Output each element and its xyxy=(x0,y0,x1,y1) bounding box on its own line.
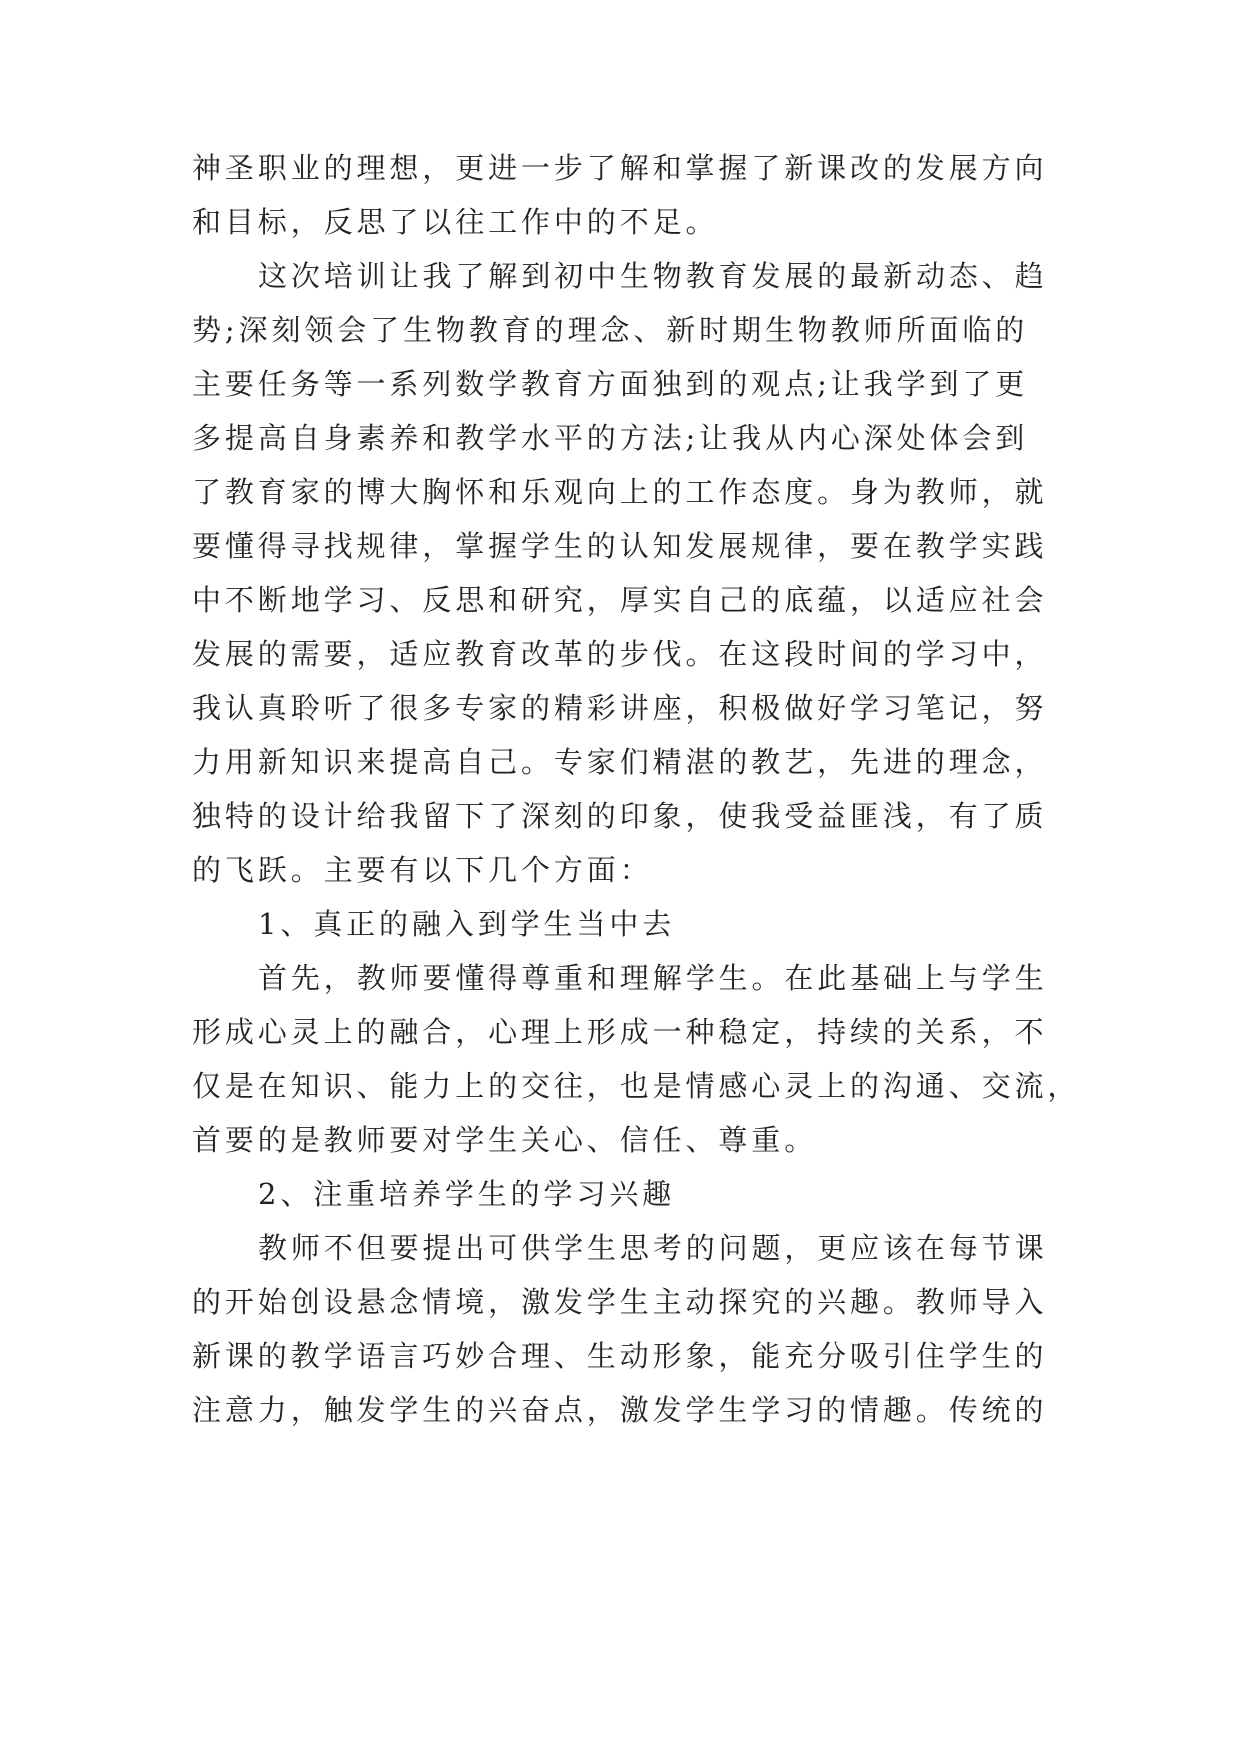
text-line: 和目标，反思了以往工作中的不足。 xyxy=(192,205,719,239)
text-line: 力用新知识来提高自己。专家们精湛的教艺，先进的理念， xyxy=(192,745,1048,779)
text-line: 仅是在知识、能力上的交往，也是情感心灵上的沟通、交流， xyxy=(192,1069,1081,1103)
text-line: 首要的是教师要对学生关心、信任、尊重。 xyxy=(192,1123,818,1157)
paragraph-start-line: 这次培训让我了解到初中生物教育发展的最新动态、趋 xyxy=(258,259,1048,293)
text-line: 要懂得寻找规律，掌握学生的认知发展规律，要在教学实践 xyxy=(192,529,1048,563)
section-heading: 1、真正的融入到学生当中去 xyxy=(258,907,676,941)
paragraph-start-line: 教师不但要提出可供学生思考的问题，更应该在每节课 xyxy=(258,1231,1048,1265)
text-line: 独特的设计给我留下了深刻的印象，使我受益匪浅，有了质 xyxy=(192,799,1048,833)
text-line: 的飞跃。主要有以下几个方面： xyxy=(192,853,653,887)
text-line: 神圣职业的理想，更进一步了解和掌握了新课改的发展方向 xyxy=(192,151,1048,185)
text-line: 中不断地学习、反思和研究，厚实自己的底蕴，以适应社会 xyxy=(192,583,1048,617)
text-line: 的开始创设悬念情境，激发学生主动探究的兴趣。教师导入 xyxy=(192,1285,1048,1319)
text-line: 形成心灵上的融合，心理上形成一种稳定，持续的关系，不 xyxy=(192,1015,1048,1049)
text-line: 多提高自身素养和教学水平的方法;让我从内心深处体会到 xyxy=(192,421,1029,455)
section-heading: 2、注重培养学生的学习兴趣 xyxy=(258,1177,676,1211)
text-line: 注意力，触发学生的兴奋点，激发学生学习的情趣。传统的 xyxy=(192,1393,1048,1427)
text-line: 我认真聆听了很多专家的精彩讲座，积极做好学习笔记，努 xyxy=(192,691,1048,725)
text-line: 势;深刻领会了生物教育的理念、新时期生物教师所面临的 xyxy=(192,313,1029,347)
paragraph-start-line: 首先，教师要懂得尊重和理解学生。在此基础上与学生 xyxy=(258,961,1048,995)
text-line: 发展的需要，适应教育改革的步伐。在这段时间的学习中， xyxy=(192,637,1048,671)
text-line: 主要任务等一系列数学教育方面独到的观点;让我学到了更 xyxy=(192,367,1029,401)
text-line: 了教育家的博大胸怀和乐观向上的工作态度。身为教师，就 xyxy=(192,475,1048,509)
text-line: 新课的教学语言巧妙合理、生动形象，能充分吸引住学生的 xyxy=(192,1339,1048,1373)
